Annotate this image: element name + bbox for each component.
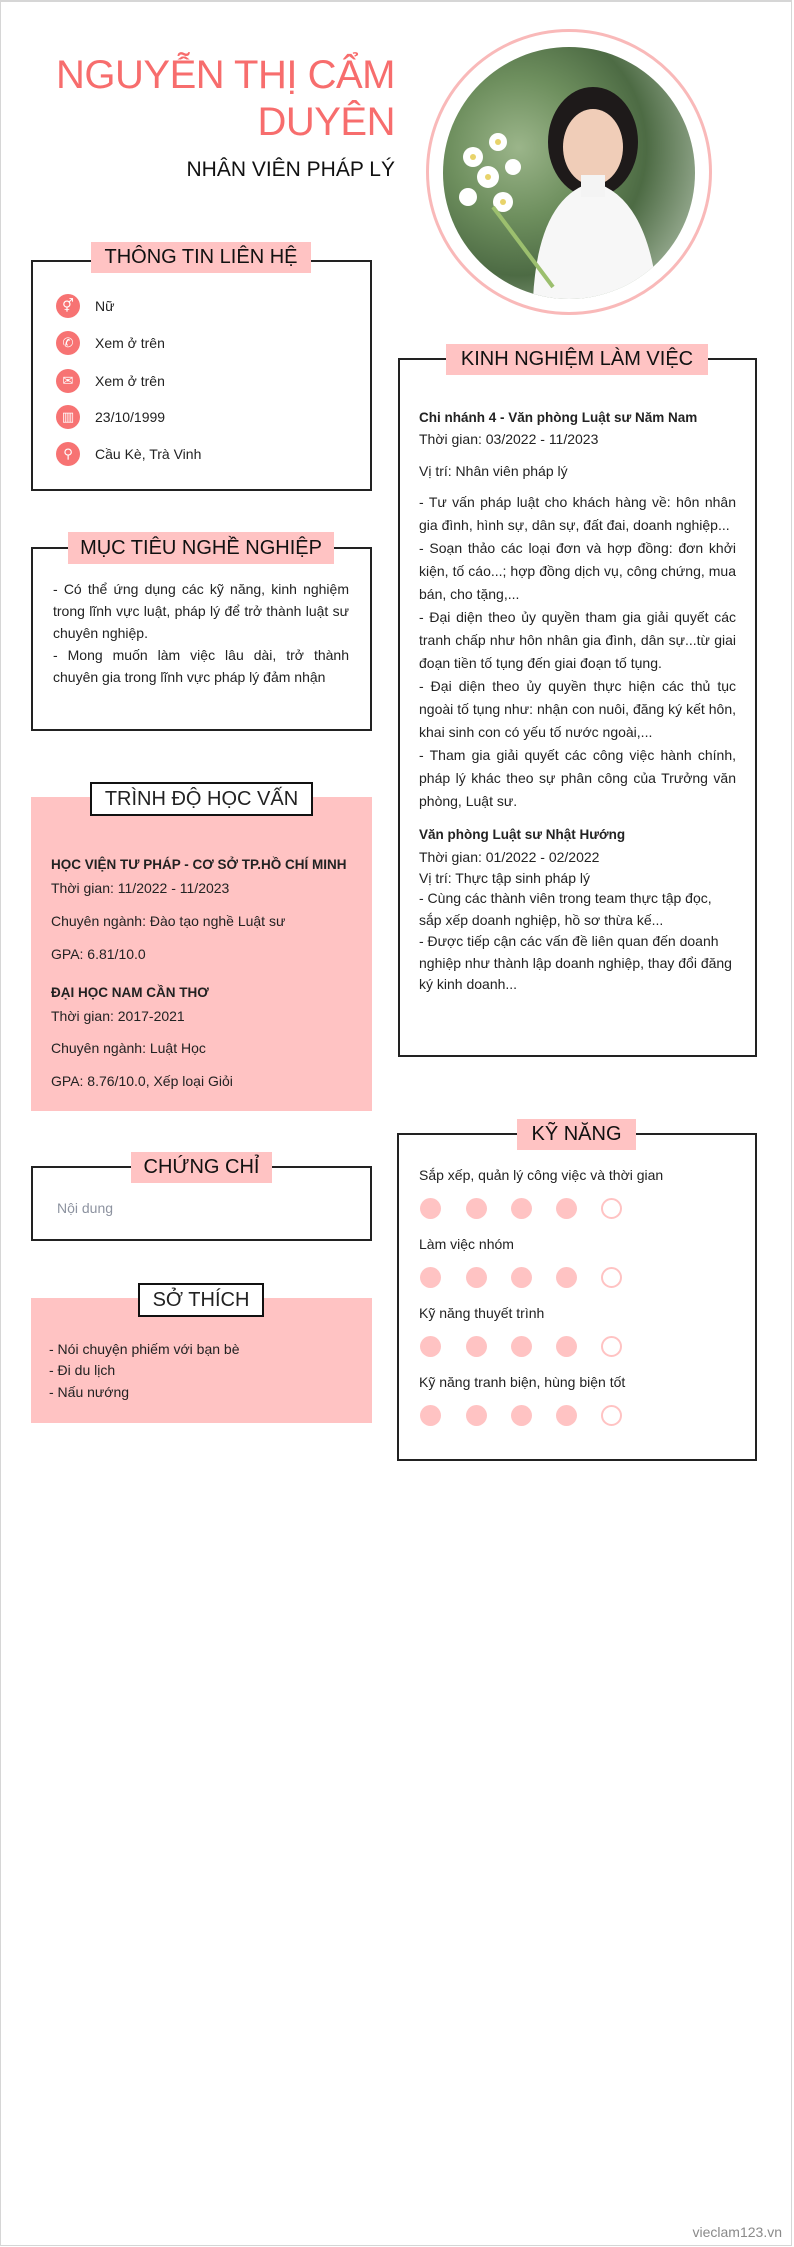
skill-dot-filled — [556, 1267, 577, 1288]
skill-dot-empty — [601, 1198, 622, 1219]
skill-dot-filled — [466, 1336, 487, 1357]
contact-phone: Xem ở trên — [95, 335, 165, 351]
skill-dot-filled — [511, 1267, 532, 1288]
skill-dot-filled — [420, 1336, 441, 1357]
skill-name: Sắp xếp, quản lý công việc và thời gian — [419, 1167, 664, 1183]
contact-address: Cầu Kè, Trà Vinh — [95, 446, 202, 462]
skill-dot-filled — [420, 1198, 441, 1219]
phone-icon: ✆ — [56, 331, 80, 355]
footer-brand: vieclam123.vn — [692, 2224, 782, 2240]
skill-dot-filled — [466, 1405, 487, 1426]
education-title: TRÌNH ĐỘ HỌC VẤN — [90, 782, 313, 816]
education-time: Thời gian: 2017-2021 — [51, 1008, 185, 1024]
experience-position: Vị trí: Nhân viên pháp lý — [419, 463, 568, 479]
experience-description: - Tư vấn pháp luật cho khách hàng về: hôn nhân gia đình, hình sự, dân sự, đất đai, doanh nghiệp... - Soạn thảo các loại đơn và hợp đồng: đơn khởi kiện, tố cáo...; hợp đồng dịch vụ, công chứng, mua bán, cho tặng,... - Đại diện theo ủy quyền tham gia giải quyết các tranh chấp như hôn nhân gia đình, dân sự...từ giai đoạn tiền tố tụng đến giai đoạn tố tụng. - Đại diện theo ủy quyền thực hiện các thủ tục ngoài tố tụng như: nhận con nuôi, đăng ký kết hôn, khai sinh con có yếu tố nước ngoài,... - Tham gia giải quyết các công việc hành chính, pháp lý khác theo sự phân công của Trưởng văn phòng, Luật sư. — [419, 494, 736, 809]
experience-time: Thời gian: 03/2022 - 11/2023 — [419, 431, 599, 447]
skill-name: Kỹ năng tranh biện, hùng biện tốt — [419, 1374, 626, 1390]
education-major: Chuyên ngành: Đào tạo nghề Luật sư — [51, 913, 286, 929]
objective-title: MỤC TIÊU NGHỀ NGHIỆP — [68, 532, 334, 564]
education-gpa: GPA: 6.81/10.0 — [51, 946, 146, 962]
skill-dot-filled — [420, 1405, 441, 1426]
skill-dot-filled — [511, 1336, 532, 1357]
skill-dot-filled — [466, 1267, 487, 1288]
skill-dot-filled — [556, 1336, 577, 1357]
location-pin-icon: ⚲ — [56, 442, 80, 466]
contact-section — [31, 260, 372, 491]
education-major: Chuyên ngành: Luật Học — [51, 1040, 206, 1056]
candidate-name: NGUYỄN THỊ CẨM DUYÊN — [56, 53, 395, 144]
skill-dot-filled — [420, 1267, 441, 1288]
skill-name: Làm việc nhóm — [419, 1236, 514, 1252]
birthday-cake-icon: ▥ — [56, 405, 80, 429]
skill-dot-filled — [511, 1198, 532, 1219]
contact-birthday: 23/10/1999 — [95, 409, 166, 425]
experience-position: Vị trí: Thực tập sinh pháp lý — [419, 870, 590, 886]
hobby-item: - Nấu nướng — [49, 1384, 130, 1400]
skill-dot-filled — [511, 1405, 532, 1426]
contact-title: THÔNG TIN LIÊN HỆ — [91, 242, 311, 273]
skill-dot-empty — [601, 1267, 622, 1288]
certificates-placeholder: Nội dung — [57, 1200, 114, 1216]
experience-description: - Cùng các thành viên trong team thực tập đọc, sắp xếp doanh nghiệp, hồ sơ thừa kế... - Được tiếp cận các vấn đề liên quan đến doanh nghiệp như thành lập doanh nghiệp, thay đổi đăng ký kinh doanh... — [419, 890, 732, 992]
education-school: ĐẠI HỌC NAM CẦN THƠ — [51, 985, 209, 1000]
job-title: NHÂN VIÊN PHÁP LÝ — [186, 158, 395, 181]
skill-name: Kỹ năng thuyết trình — [419, 1305, 545, 1321]
education-gpa: GPA: 8.76/10.0, Xếp loại Giỏi — [51, 1073, 233, 1089]
experience-title: KINH NGHIỆM LÀM VIỆC — [446, 344, 708, 375]
hobbies-title: SỞ THÍCH — [138, 1283, 264, 1317]
education-time: Thời gian: 11/2022 - 11/2023 — [51, 880, 230, 896]
skill-dot-filled — [556, 1198, 577, 1219]
experience-company: Chi nhánh 4 - Văn phòng Luật sư Năm Nam — [419, 410, 698, 425]
hobby-item: - Nói chuyện phiếm với bạn bè — [49, 1341, 240, 1357]
skill-dot-empty — [601, 1405, 622, 1426]
hobby-item: - Đi du lịch — [49, 1362, 116, 1378]
email-icon: ✉ — [56, 369, 80, 393]
contact-email: Xem ở trên — [95, 373, 165, 389]
objective-text: - Có thể ứng dụng các kỹ năng, kinh nghiệm trong lĩnh vực luật, pháp lý để trở thành luật sư chuyên nghiệp. - Mong muốn làm việc lâu dài, trở thành chuyên gia trong lĩnh vực pháp lý đảm nhận — [53, 581, 349, 685]
gender-icon: ⚥ — [56, 294, 80, 318]
experience-company: Văn phòng Luật sư Nhật Hướng — [419, 827, 626, 842]
contact-gender: Nữ — [95, 298, 115, 314]
experience-time: Thời gian: 01/2022 - 02/2022 — [419, 849, 600, 865]
skill-dot-filled — [556, 1405, 577, 1426]
certificates-title: CHỨNG CHỈ — [131, 1152, 272, 1183]
skill-dot-filled — [466, 1198, 487, 1219]
education-school: HỌC VIỆN TƯ PHÁP - CƠ SỞ TP.HỒ CHÍ MINH — [51, 857, 347, 872]
skill-dot-empty — [601, 1336, 622, 1357]
avatar-photo — [443, 47, 695, 299]
skills-title: KỸ NĂNG — [517, 1119, 636, 1150]
